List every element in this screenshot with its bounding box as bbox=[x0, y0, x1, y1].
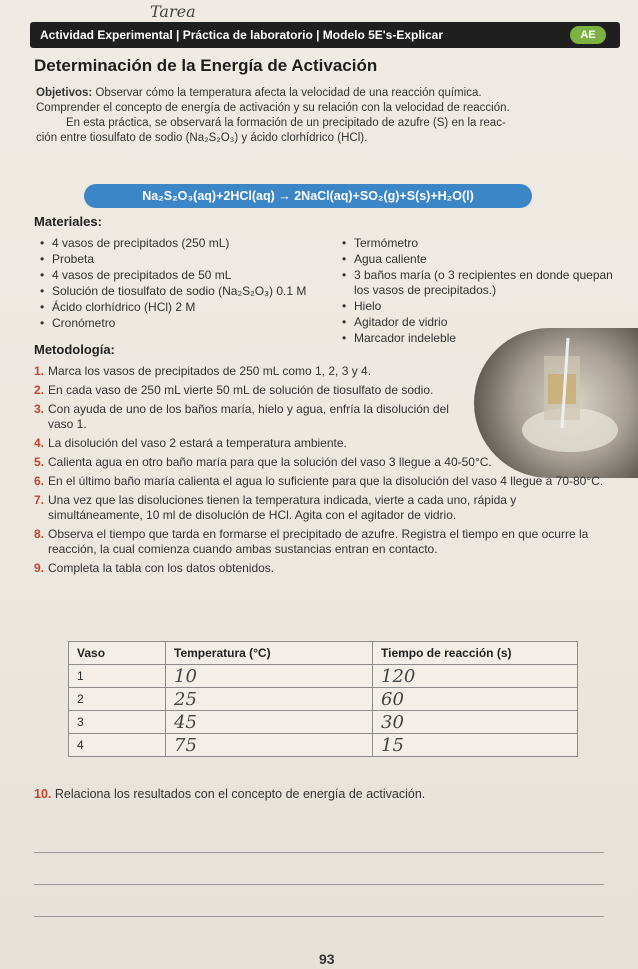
material-item: • Agua caliente bbox=[342, 252, 624, 267]
step-number: 7. bbox=[34, 493, 45, 507]
objective-line-3: En esta práctica, se observará la formación de un precipitado de azufre (S) en la reac- bbox=[66, 117, 506, 129]
header-title: Actividad Experimental | Práctica de laboratorio | Modelo 5E's-Explicar bbox=[40, 28, 444, 42]
table-row bbox=[69, 711, 578, 734]
step-item bbox=[34, 402, 609, 432]
results-table bbox=[68, 641, 578, 757]
cell-temperatura[interactable]: 25 bbox=[166, 688, 373, 711]
cell-tiempo[interactable]: 60 bbox=[373, 688, 578, 711]
objective-line-4: ción entre tiosulfato de sodio (Na₂S₂O₃) y ácido clorhídrico (HCl). bbox=[36, 132, 368, 144]
cell-tiempo[interactable]: 30 bbox=[373, 711, 578, 734]
methodology-steps bbox=[34, 364, 609, 580]
question-text: Relaciona los resultados con el concepto de energía de activación. bbox=[54, 787, 426, 801]
table-row bbox=[69, 665, 578, 688]
step-number: 3. bbox=[34, 402, 45, 416]
step-number: 8. bbox=[34, 527, 45, 541]
table-header-row bbox=[69, 642, 578, 665]
table-row bbox=[69, 688, 578, 711]
step-text: La disolución del vaso 2 estará a temperatura ambiente. bbox=[48, 436, 347, 450]
materials-heading: Materiales: bbox=[34, 214, 102, 229]
material-item: • 4 vasos de precipitados de 50 mL bbox=[40, 268, 330, 283]
material-item: • Marcador indeleble bbox=[342, 331, 624, 346]
step-text: Completa la tabla con los datos obtenidos. bbox=[48, 561, 275, 575]
header-tiempo: Tiempo de reacción (s) bbox=[373, 642, 578, 665]
question-10 bbox=[34, 787, 425, 801]
cell-tiempo[interactable]: 15 bbox=[373, 734, 578, 757]
activity-header-bar bbox=[30, 22, 620, 48]
step-number: 4. bbox=[34, 436, 45, 450]
material-item: • Probeta bbox=[40, 252, 330, 267]
step-item bbox=[34, 561, 609, 576]
cell-vaso: 2 bbox=[69, 688, 166, 711]
step-item bbox=[34, 364, 609, 379]
answer-line[interactable] bbox=[34, 916, 604, 917]
step-number: 2. bbox=[34, 383, 45, 397]
cell-vaso: 3 bbox=[69, 711, 166, 734]
page-number: 93 bbox=[319, 951, 335, 967]
material-item: • Cronómetro bbox=[40, 316, 330, 331]
material-item: • 4 vasos de precipitados (250 mL) bbox=[40, 236, 330, 251]
step-item bbox=[34, 493, 609, 523]
answer-line[interactable] bbox=[34, 852, 604, 853]
step-number: 6. bbox=[34, 474, 45, 488]
step-text: Con ayuda de uno de los baños maría, hielo y agua, enfría la disolución del vaso 1. bbox=[48, 402, 449, 431]
step-text: En cada vaso de 250 mL vierte 50 mL de solución de tiosulfato de sodio. bbox=[48, 383, 434, 397]
objective-line-1: Observar cómo la temperatura afecta la velocidad de una reacción química. bbox=[95, 87, 482, 99]
step-item bbox=[34, 527, 609, 557]
page-title: Determinación de la Energía de Activación bbox=[34, 56, 378, 75]
header-temperatura: Temperatura (°C) bbox=[166, 642, 373, 665]
methodology-heading: Metodología: bbox=[34, 342, 115, 357]
cell-tiempo[interactable]: 120 bbox=[373, 665, 578, 688]
cell-temperatura[interactable]: 10 bbox=[166, 665, 373, 688]
cell-temperatura[interactable]: 45 bbox=[166, 711, 373, 734]
cell-vaso: 1 bbox=[69, 665, 166, 688]
ae-badge: AE bbox=[570, 26, 606, 44]
header-vaso: Vaso bbox=[69, 642, 166, 665]
reaction-equation: Na₂S₂O₃(aq)+2HCl(aq) → 2NaCl(aq)+SO₂(g)+S(s)+H₂O(l) bbox=[84, 184, 532, 208]
step-text: En el último baño maría calienta el agua lo suficiente para que la disolución del vaso 4 llegue a 70-80°C. bbox=[48, 474, 604, 488]
step-text: Una vez que las disoluciones tienen la temperatura indicada, vierte a cada uno, rápida y simultáneamente, 10 ml de disolución de HCl. Agita con el agitador de vidrio. bbox=[48, 493, 517, 522]
answer-line[interactable] bbox=[34, 884, 604, 885]
step-number: 9. bbox=[34, 561, 45, 575]
step-item bbox=[34, 474, 609, 489]
material-item: • Solución de tiosulfato de sodio (Na₂S₂O₃) 0.1 M bbox=[40, 284, 330, 299]
material-item: • Termómetro bbox=[342, 236, 624, 251]
step-number: 5. bbox=[34, 455, 45, 469]
material-item: • 3 baños maría (o 3 recipientes en donde quepan los vasos de precipitados.) bbox=[342, 268, 624, 298]
objective-line-2: Comprender el concepto de energía de activación y su relación con la velocidad de reacción. bbox=[36, 102, 510, 114]
step-item bbox=[34, 455, 609, 470]
material-item: • Agitador de vidrio bbox=[342, 315, 624, 330]
question-number: 10. bbox=[34, 787, 52, 801]
materials-list-left bbox=[40, 236, 330, 332]
cell-temperatura[interactable]: 75 bbox=[166, 734, 373, 757]
material-item: • Hielo bbox=[342, 299, 624, 314]
material-item: • Ácido clorhídrico (HCl) 2 M bbox=[40, 300, 330, 315]
table-row bbox=[69, 734, 578, 757]
objectives-label: Objetivos: bbox=[36, 87, 93, 99]
step-number: 1. bbox=[34, 364, 45, 378]
step-text: Marca los vasos de precipitados de 250 mL como 1, 2, 3 y 4. bbox=[48, 364, 372, 378]
step-text: Calienta agua en otro baño maría para que la solución del vaso 3 llegue a 40-50°C. bbox=[48, 455, 492, 469]
step-text: Observa el tiempo que tarda en formarse el precipitado de azufre. Registra el tiempo en que ocurre la reacción, la cual comienza cuando ambas sustancias entran en contacto. bbox=[48, 527, 589, 556]
step-item bbox=[34, 436, 609, 451]
objectives-block bbox=[36, 86, 606, 146]
step-item bbox=[34, 383, 609, 398]
handwritten-note: Tarea bbox=[150, 2, 196, 21]
cell-vaso: 4 bbox=[69, 734, 166, 757]
